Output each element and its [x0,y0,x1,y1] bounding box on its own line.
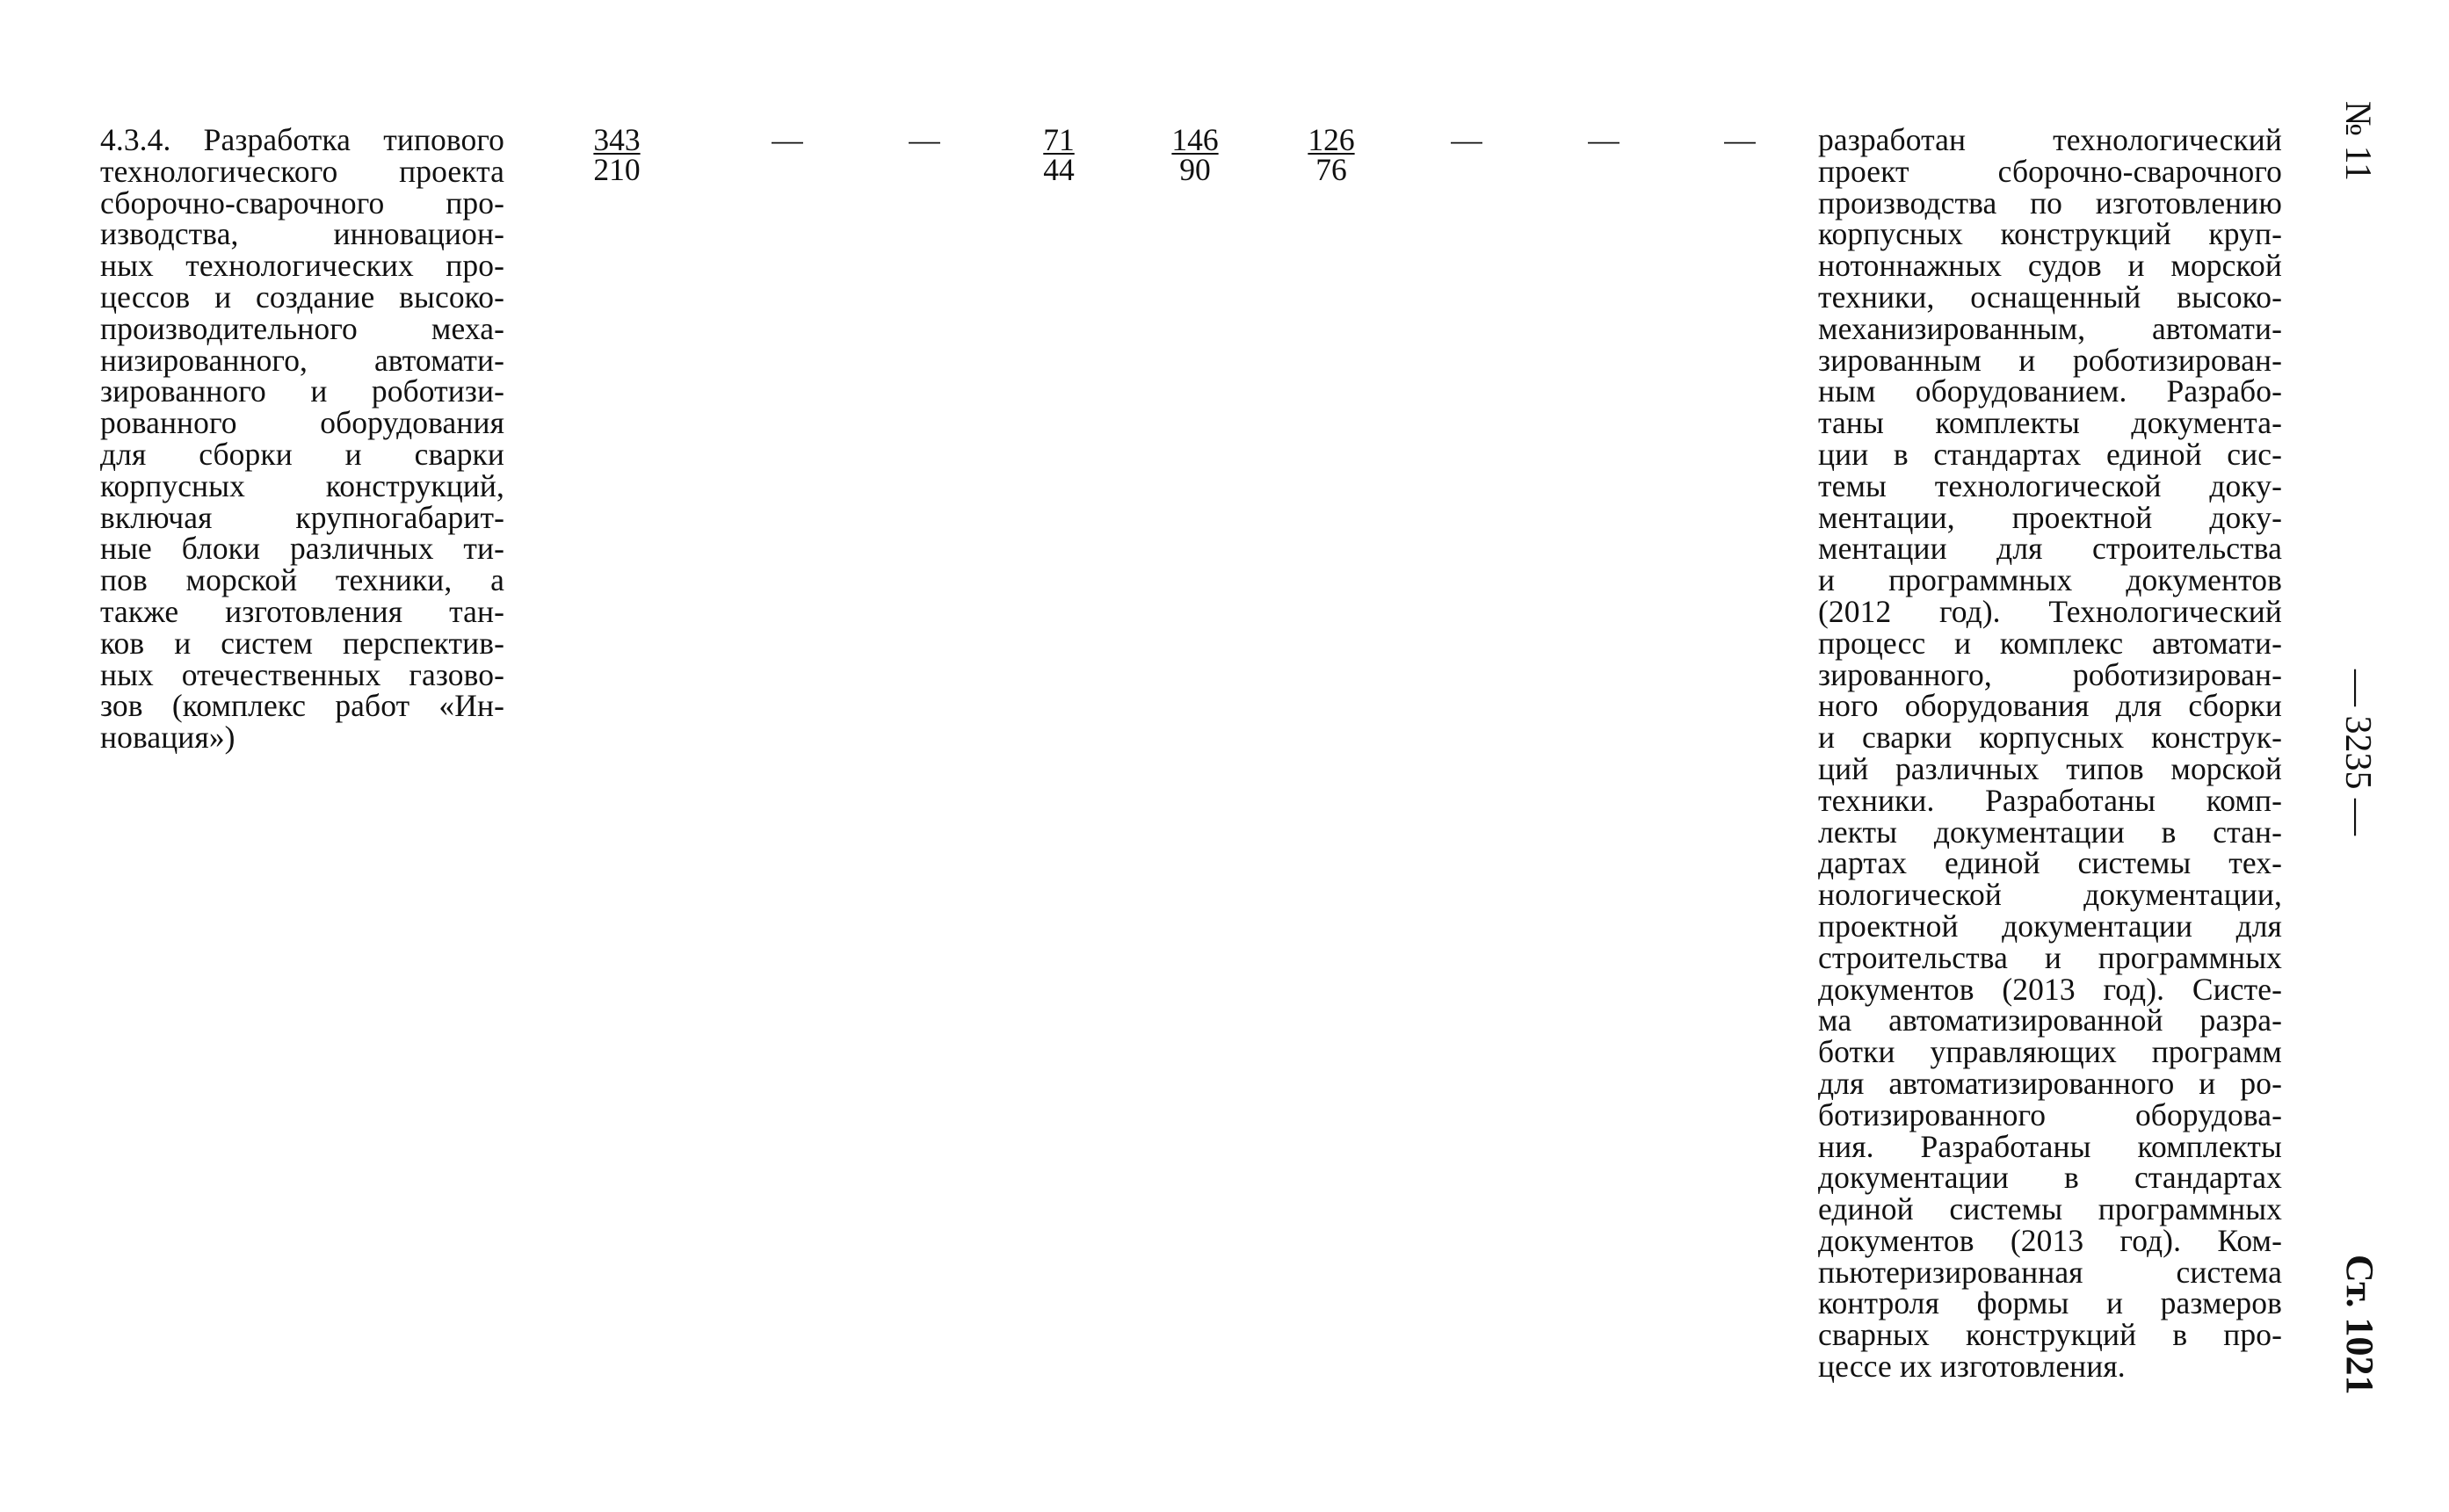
result-line-text: таны комплекты документа- [1818,405,2282,441]
result-line-text: единой системы программных [1818,1191,2282,1227]
result-line [1818,1351,2282,1383]
result-line [1818,184,2282,221]
value-cell-7: — [1451,122,1482,157]
result-line-text: ботизированного оборудова- [1818,1096,2282,1132]
page-code: — 3235 — [2337,669,2378,836]
result-line [1818,216,2282,252]
value-1-bottom: 210 [593,152,641,187]
description-line [100,467,504,503]
result-line-text: нотоннажных судов и морской [1818,248,2282,284]
description-line [100,533,504,565]
result-line [1818,750,2282,786]
description-line [100,405,504,441]
result-line-text: пьютеризированная система [1818,1254,2282,1290]
description-line-text: для сборки и сварки [100,436,504,472]
value-1-top: 343 [593,122,641,157]
result-line [1818,250,2282,282]
description-line-text: ные блоки различных ти- [100,531,504,567]
value-5-top: 146 [1171,122,1219,157]
description-line [100,562,504,598]
description-line-text: цессов и создание высоко- [100,279,504,315]
value-cell-1 [577,122,656,187]
value-6-bottom: 76 [1315,152,1347,187]
result-line-text: (2012 год). Технологический [1818,593,2282,629]
item-description [100,122,504,756]
result-line-text: лекты документации в стан- [1818,814,2282,850]
value-cell-9: — [1724,122,1756,157]
description-line [100,184,504,221]
value-cell-4 [1019,122,1098,187]
result-line-text: разработан технологический [1818,122,2282,157]
description-line-text: рованного оборудования [100,405,504,441]
result-line-text: корпусных конструкций круп- [1818,216,2282,252]
description-line-text: корпусных конструкций, [100,467,504,503]
result-line-text: и программных документов [1818,562,2282,598]
result-line-text: ного оборудования для сборки [1818,688,2282,724]
description-line-text: технологического проекта [100,153,504,189]
result-line-text: ния. Разработаны комплекты [1818,1128,2282,1164]
result-line [1818,782,2282,818]
description-line [100,722,504,754]
result-line-text: ментации для строительства [1818,531,2282,567]
result-line-text: документов (2013 год). Ком- [1818,1222,2282,1258]
description-line-text: изводства, инновацион- [100,216,504,252]
result-line [1818,845,2282,881]
description-line-text: ных отечественных газово- [100,656,504,692]
result-line-text: ным оборудованием. Разрабо- [1818,373,2282,409]
description-line [100,153,504,189]
result-line-text: зированным и роботизирован- [1818,342,2282,378]
result-line-text: зированного, роботизирован- [1818,656,2282,692]
result-line [1818,1065,2282,1101]
result-line [1818,1191,2282,1227]
result-line-text: и сварки корпусных конструк- [1818,720,2282,756]
result-line [1818,533,2282,565]
result-line [1818,971,2282,1007]
result-line-text: ций различных типов морской [1818,750,2282,786]
result-line-text: проектной документации для [1818,908,2282,944]
value-cell-6 [1292,122,1371,187]
result-line [1818,499,2282,535]
description-line-text: зированного и роботизи- [100,373,504,409]
description-line-text: включая крупногабарит- [100,499,504,535]
result-line [1818,814,2282,850]
result-line-text: проект сборочно-сварочного [1818,153,2282,189]
result-line [1818,1096,2282,1132]
result-line [1818,908,2282,944]
result-line [1818,467,2282,503]
result-line [1818,625,2282,661]
result-line-text: строительства и программных [1818,939,2282,975]
article-reference: Ст. 1021 [2338,1255,2381,1395]
result-line [1818,562,2282,598]
result-line [1818,939,2282,975]
result-line-text: техники. Разработаны комп- [1818,782,2282,818]
description-line [100,250,504,282]
result-line-text: ма автоматизированной разра- [1818,1002,2282,1038]
description-line [100,342,504,378]
result-line-text: документации в стандартах [1818,1160,2282,1196]
result-line-text: техники, оснащенный высоко- [1818,279,2282,315]
description-line-text: пов морской техники, а [100,562,504,598]
result-line [1818,1317,2282,1353]
result-line [1818,722,2282,754]
result-line-text: механизированным, автомати- [1818,310,2282,346]
value-cell-8: — [1588,122,1619,157]
description-line [100,216,504,252]
result-line [1818,1285,2282,1321]
result-line [1818,279,2282,315]
result-line [1818,373,2282,409]
description-line [100,279,504,315]
result-line-text: для автоматизированного и ро- [1818,1065,2282,1101]
value-4-bottom: 44 [1043,152,1075,187]
result-line-text: сварных конструкций в про- [1818,1317,2282,1353]
description-line-text: новация») [100,720,235,756]
value-cell-2: — [772,122,803,157]
result-line [1818,342,2282,378]
result-line-text: контроля формы и размеров [1818,1285,2282,1321]
result-line [1818,593,2282,629]
description-line-text: низированного, автомати- [100,342,504,378]
result-line-text: документов (2013 год). Систе- [1818,971,2282,1007]
result-line-text: темы технологической доку- [1818,467,2282,503]
description-line [100,593,504,629]
result-line [1818,405,2282,441]
value-4-top: 71 [1043,122,1075,157]
description-line [100,310,504,346]
result-line-text: процесс и комплекс автомати- [1818,625,2282,661]
result-line [1818,688,2282,724]
description-line-text: производительного меха- [100,310,504,346]
description-line-text: сборочно-сварочного про- [100,184,504,221]
result-line-text: ментации, проектной доку- [1818,499,2282,535]
result-line [1818,1254,2282,1290]
result-line-text: дартах единой системы тех- [1818,845,2282,881]
result-line [1818,656,2282,692]
description-line-text: 4.3.4. Разработка типового [100,122,504,157]
result-line-text: нологической документации, [1818,877,2282,913]
result-line [1818,1162,2282,1194]
description-line [100,436,504,472]
description-line [100,656,504,692]
result-line [1818,1002,2282,1038]
description-line [100,122,504,157]
issue-number: № 11 [2337,101,2378,182]
description-line [100,688,504,724]
description-line [100,373,504,409]
result-line [1818,436,2282,472]
result-line [1818,879,2282,911]
result-line [1818,1034,2282,1070]
result-line [1818,1128,2282,1164]
result-line [1818,153,2282,189]
description-line-text: зов (комплекс работ «Ин- [100,688,504,724]
description-line-text: также изготовления тан- [100,593,504,629]
result-line [1818,310,2282,346]
item-result [1818,122,2282,1385]
result-line-text: ции в стандартах единой сис- [1818,436,2282,472]
value-5-bottom: 90 [1179,152,1211,187]
description-line-text: ков и систем перспектив- [100,625,504,661]
description-line [100,499,504,535]
value-6-top: 126 [1308,122,1355,157]
result-line [1818,122,2282,157]
description-line [100,625,504,661]
value-cell-3: — [909,122,940,157]
result-line-text: цессе их изготовления. [1818,1349,2126,1385]
result-line-text: ботки управляющих программ [1818,1034,2282,1070]
value-cell-5 [1156,122,1235,187]
result-line-text: производства по изготовлению [1818,184,2282,221]
result-line [1818,1222,2282,1258]
description-line-text: ных технологических про- [100,248,504,284]
